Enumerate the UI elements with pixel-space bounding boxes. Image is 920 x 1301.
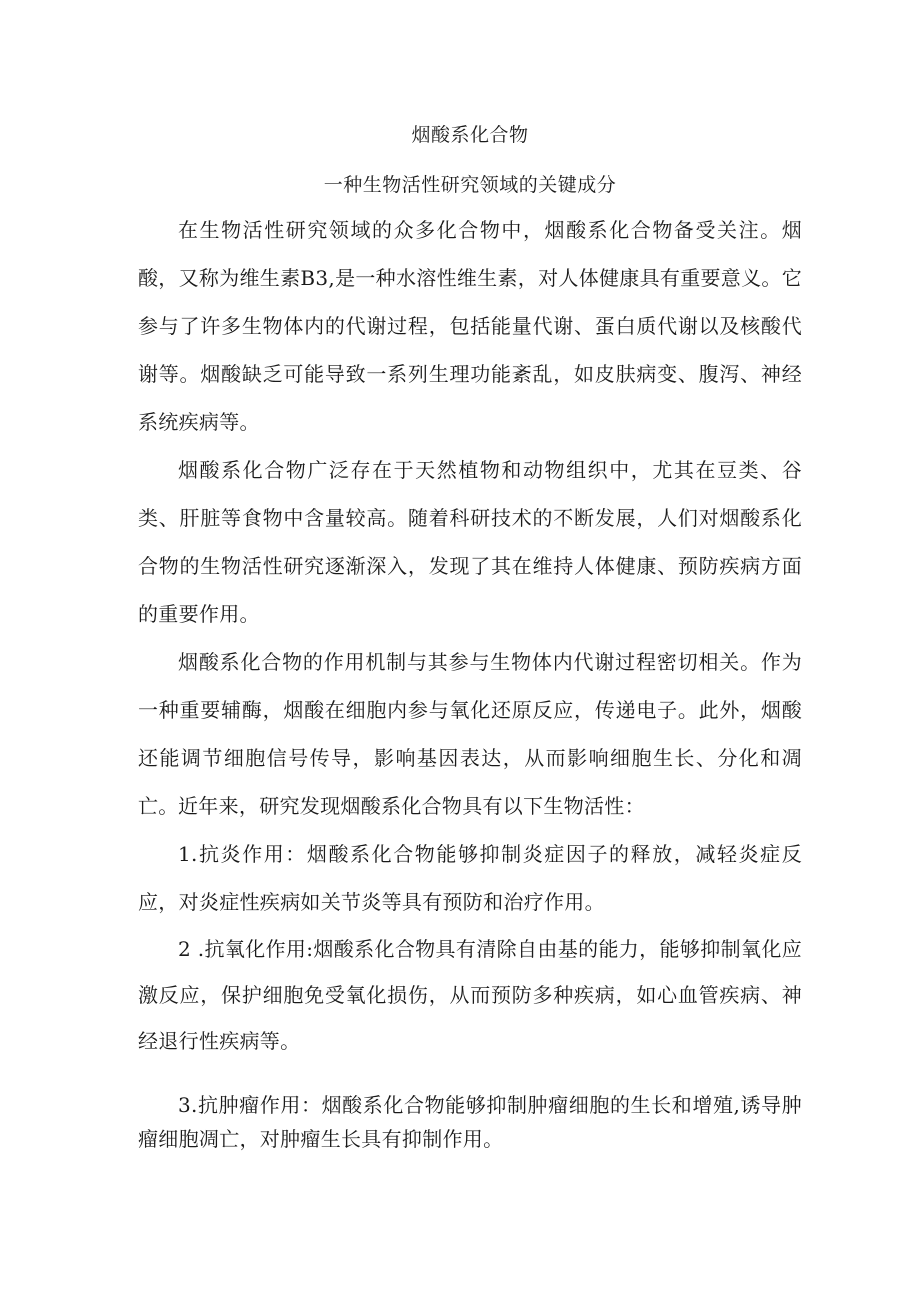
paragraph-activities-lead: 近年来，研究发现烟酸系化合物具有以下生物活性： [178,794,645,818]
paragraph-intro: 在生物活性研究领域的众多化合物中，烟酸系化合物备受关注。烟酸，又称为维生素B3,是一种水溶性维生素，对人体健康具有重要意义。它参与了许多生物体内的代谢过程，包括能量代谢、蛋白质代谢以及核酸代谢等。烟酸缺乏可能导致一系列生理功能紊乱，如皮肤病变、腹泻、神经系统疾病等。 [138,218,802,434]
list-item-antitumor: 3.抗肿瘤作用：烟酸系化合物能够抑制肿瘤细胞的生长和增殖,诱导肿瘤细胞凋亡，对肿瘤生长具有抑制作用。 [138,1093,802,1151]
paragraph-sources: 烟酸系化合物广泛存在于天然植物和动物组织中，尤其在豆类、谷类、肝脏等食物中含量较高。随着科研技术的不断发展，人们对烟酸系化合物的生物活性研究逐渐深入，发现了其在维持人体健康、预防疾病方面的重要作用。 [138,458,802,626]
document-title: 烟酸系化合物 [411,124,529,146]
list-item-anti-inflammatory: 1.抗炎作用：烟酸系化合物能够抑制炎症因子的释放，减轻炎症反应，对炎症性疾病如关节炎等具有预防和治疗作用。 [138,842,802,914]
document-subtitle: 一种生物活性研究领域的关键成分 [323,174,617,196]
paragraph-mechanism: 烟酸系化合物的作用机制与其参与生物体内代谢过程密切相关。作为一种重要辅酶，烟酸在细胞内参与氧化还原反应，传递电子。此外，烟酸还能调节细胞信号传导，影响基因表达，从而影响细胞生长、分化和凋亡。 [138,650,802,818]
list-item-antioxidant: 2 .抗氧化作用:烟酸系化合物具有清除自由基的能力，能够抑制氧化应激反应，保护细胞免受氧化损伤，从而预防多种疾病，如心血管疾病、神经退行性疾病等。 [138,937,802,1053]
